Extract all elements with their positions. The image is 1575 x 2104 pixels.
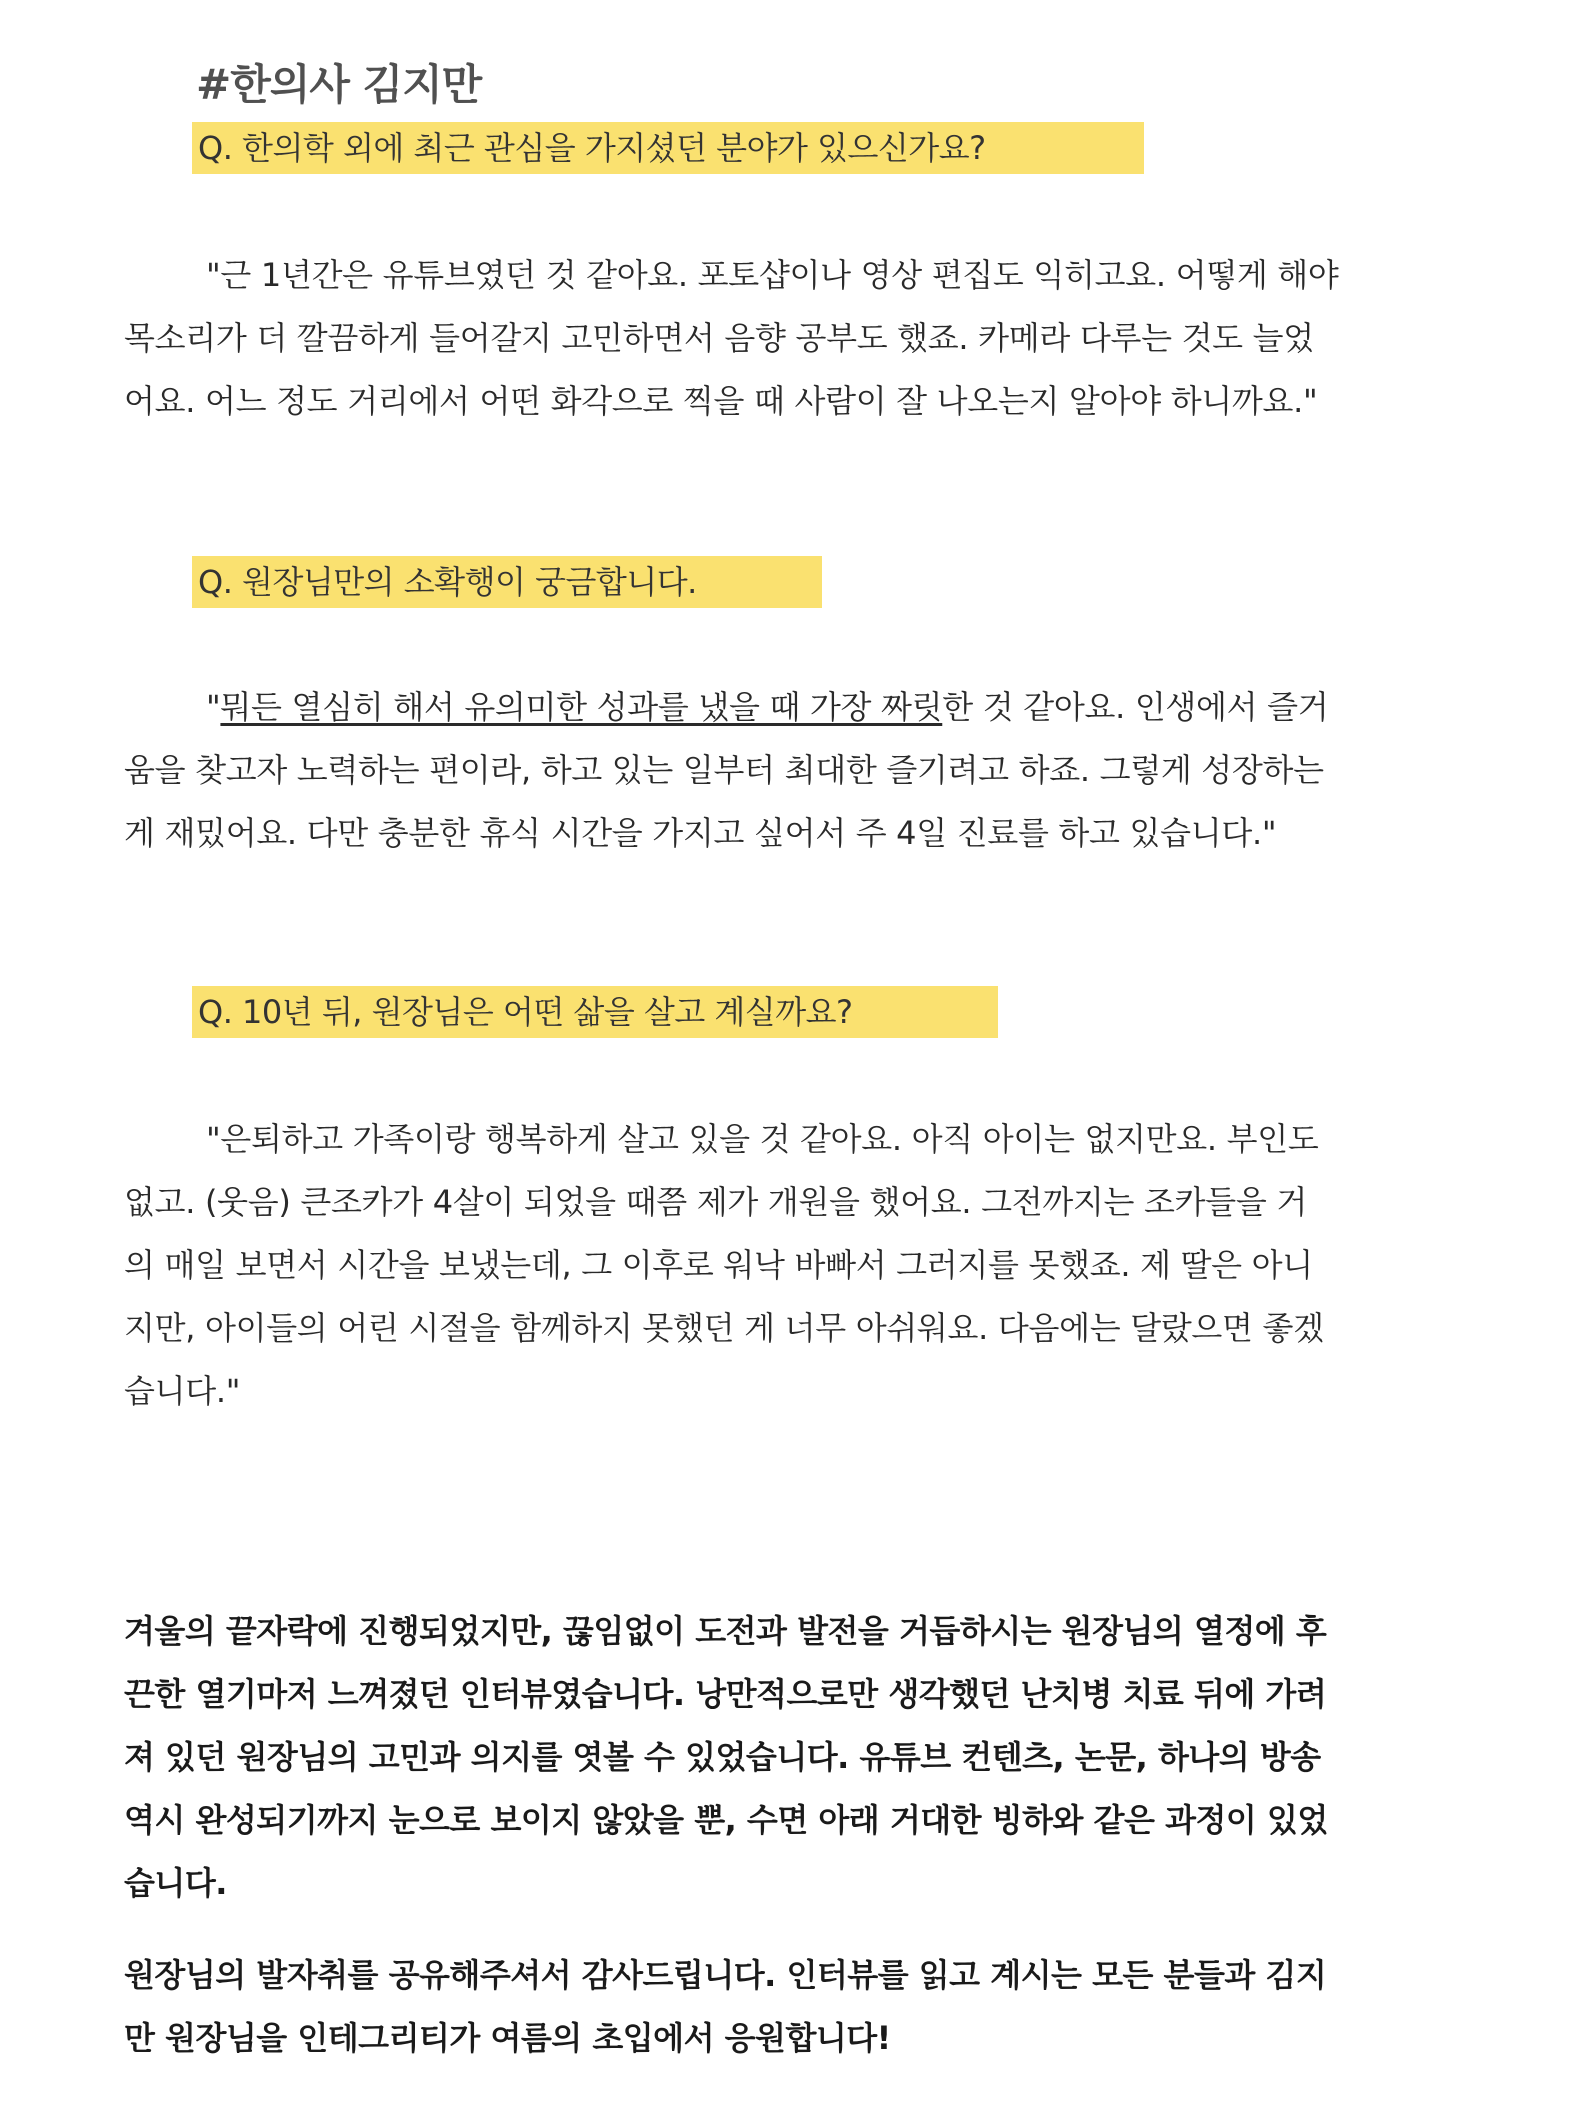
answer-1-line: 어요. 어느 정도 거리에서 어떤 화각으로 찍을 때 사람이 잘 나오는지 알아야 하니까요."	[124, 382, 1318, 420]
answer-2-line: 게 재밌어요. 다만 충분한 휴식 시간을 가지고 싶어서 주 4일 진료를 하고 있습니다."	[124, 814, 1277, 852]
answer-2-text: 한 것 같아요. 인생에서 즐거	[942, 688, 1329, 726]
answer-3-line: 의 매일 보면서 시간을 보냈는데, 그 이후로 워낙 바빠서 그러지를 못했죠. 제 딸은 아니	[124, 1246, 1313, 1284]
answer-3-line: "은퇴하고 가족이랑 행복하게 살고 있을 것 같아요. 아직 아이는 없지만요. 부인도	[206, 1120, 1319, 1158]
answer-2	[124, 676, 1404, 865]
answer-3-line: 습니다."	[124, 1372, 241, 1410]
closing-line: 겨울의 끝자락에 진행되었지만, 끊임없이 도전과 발전을 거듭하시는 원장님의 열정에 후	[124, 1612, 1327, 1650]
closing-line: 져 있던 원장님의 고민과 의지를 엿볼 수 있었습니다. 유튜브 컨텐츠, 논문, 하나의 방송	[124, 1738, 1321, 1776]
question-2: Q. 원장님만의 소확행이 궁금합니다.	[192, 556, 822, 608]
answer-1-line: 목소리가 더 깔끔하게 들어갈지 고민하면서 음향 공부도 했죠. 카메라 다루는 것도 늘었	[124, 319, 1314, 357]
closing-line: 만 원장님을 인테그리티가 여름의 초입에서 응원합니다!	[124, 2019, 891, 2057]
answer-2-quote-mark: "	[206, 688, 221, 726]
closing-line: 역시 완성되기까지 눈으로 보이지 않았을 뿐, 수면 아래 거대한 빙하와 같은 과정이 있었	[124, 1801, 1328, 1839]
answer-2-line	[124, 676, 1404, 739]
answer-1-line: "근 1년간은 유튜브였던 것 같아요. 포토샵이나 영상 편집도 익히고요. 어떻게 해야	[206, 256, 1339, 294]
hashtag-title: #한의사 김지만	[196, 60, 482, 109]
answer-3	[124, 1108, 1404, 1423]
answer-3-line: 지만, 아이들의 어린 시절을 함께하지 못했던 게 너무 아쉬워요. 다음에는 달랐으면 좋겠	[124, 1309, 1324, 1347]
answer-1	[124, 244, 1404, 433]
answer-2-line: 움을 찾고자 노력하는 편이라, 하고 있는 일부터 최대한 즐기려고 하죠. 그렇게 성장하는	[124, 751, 1324, 789]
closing-line: 습니다.	[124, 1864, 227, 1902]
closing-paragraph-1	[124, 1600, 1414, 1915]
closing-paragraph-2	[124, 1944, 1414, 2070]
closing-line: 원장님의 발자취를 공유해주셔서 감사드립니다. 인터뷰를 읽고 계시는 모든 분들과 김지	[124, 1956, 1327, 1994]
question-1: Q. 한의학 외에 최근 관심을 가지셨던 분야가 있으신가요?	[192, 122, 1144, 174]
closing-line: 끈한 열기마저 느껴졌던 인터뷰였습니다. 낭만적으로만 생각했던 난치병 치료 뒤에 가려	[124, 1675, 1327, 1713]
answer-3-line: 없고. (웃음) 큰조카가 4살이 되었을 때쯤 제가 개원을 했어요. 그전까지는 조카들을 거	[124, 1183, 1307, 1221]
question-3: Q. 10년 뒤, 원장님은 어떤 삶을 살고 계실까요?	[192, 986, 998, 1038]
answer-2-underlined-text: 뭐든 열심히 해서 유의미한 성과를 냈을 때 가장 짜릿	[220, 688, 943, 726]
